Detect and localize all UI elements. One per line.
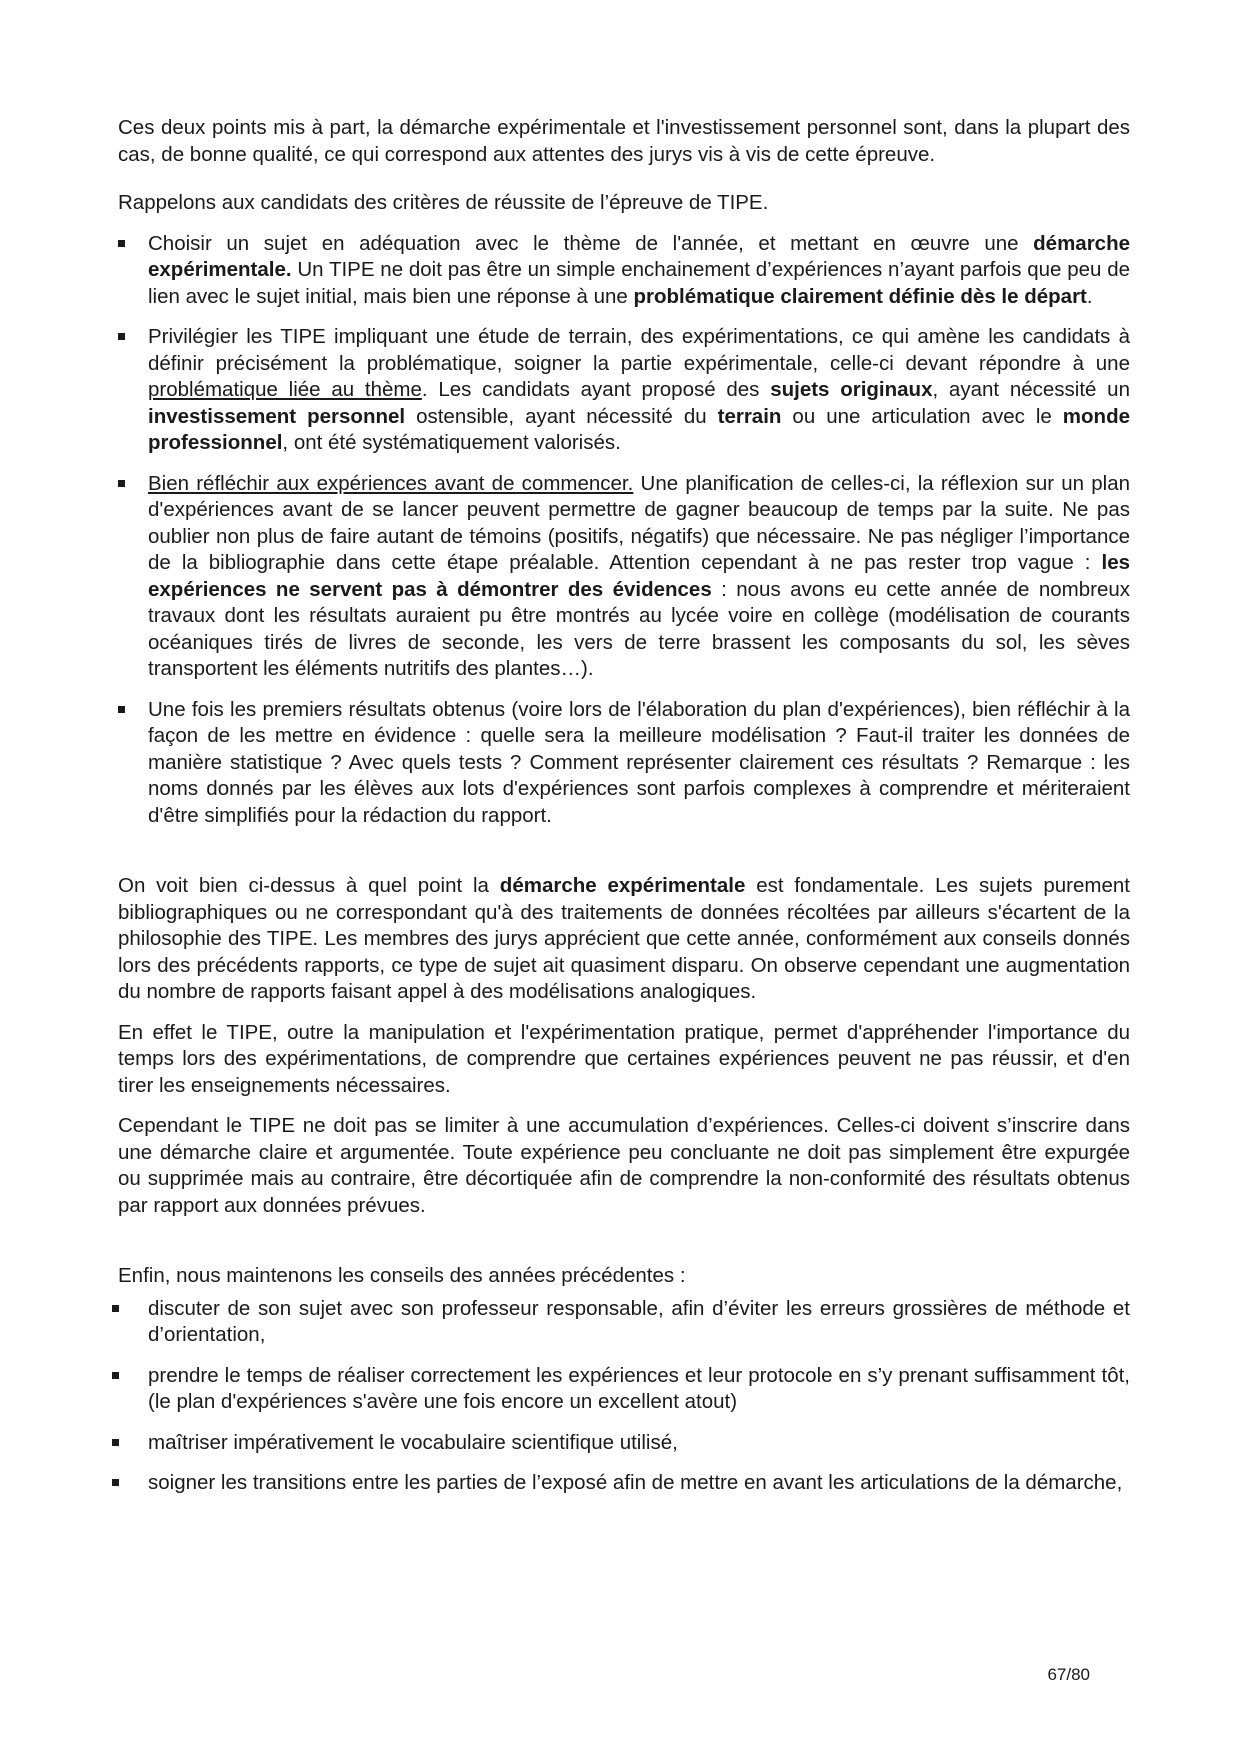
paragraph-criteria-intro: Rappelons aux candidats des critères de réussite de l’épreuve de TIPE. bbox=[118, 191, 769, 214]
paragraph-accumulation: Cependant le TIPE ne doit pas se limiter à une accumulation d’expériences. Celles-ci doivent s’inscrire dans une démarche claire et argumentée. Toute expérience peu concluante ne doit pas simplement être expurgée ou supprimée mais au contraire, être décortiquée afin de comprendre la non-conformité des résultats obtenus par rapport aux données prévues. bbox=[118, 1114, 1130, 1217]
square-bullet-icon bbox=[118, 240, 125, 247]
list-item: maîtriser impérativement le vocabulaire scientifique utilisé, bbox=[118, 1430, 1130, 1457]
square-bullet-icon bbox=[112, 1439, 119, 1446]
paragraph-time-importance: En effet le TIPE, outre la manipulation et l'expérimentation pratique, permet d'appréhender l'importance du temps lors des expérimentations, de comprendre que certaines expériences peuvent ne pas réussir, et d'en tirer les enseignements nécessaires. bbox=[118, 1020, 1130, 1097]
square-bullet-icon bbox=[112, 1305, 119, 1312]
list-item: Une fois les premiers résultats obtenus (voire lors de l'élaboration du plan d'expériences), bien réfléchir à la façon de les mettre en évidence : quelle sera la meilleure modélisation ? Faut-il traiter les données de manière statistique ? Avec quels tests ? Comment représenter clairement ces résultats ? Remarque : les noms donnés par les élèves aux lots d'expériences sont parfois complexes à comprendre et mériteraient d'être simplifiés pour la rédaction du rapport. bbox=[118, 697, 1130, 830]
document-body bbox=[118, 115, 1130, 1497]
list-item: Choisir un sujet en adéquation avec le thème de l'année, et mettant en œuvre une démarche expérimentale. Un TIPE ne doit pas être un simple enchainement d’expériences n’ayant parfois que peu de lien avec le sujet initial, mais bien une réponse à une problématique clairement définie dès le départ. bbox=[118, 231, 1130, 311]
square-bullet-icon bbox=[112, 1372, 119, 1379]
criteria-list bbox=[118, 231, 1130, 830]
square-bullet-icon bbox=[118, 706, 125, 713]
square-bullet-icon bbox=[112, 1479, 119, 1486]
list-item: discuter de son sujet avec son professeur responsable, afin d’éviter les erreurs grossières de méthode et d’orientation, bbox=[118, 1296, 1130, 1349]
page-number: 67/80 bbox=[1047, 1665, 1090, 1684]
paragraph-intro: Ces deux points mis à part, la démarche expérimentale et l'investissement personnel sont, dans la plupart des cas, de bonne qualité, ce qui correspond aux attentes des jurys vis à vis de cette épreuve. bbox=[118, 116, 1130, 166]
list-item: soigner les transitions entre les parties de l’exposé afin de mettre en avant les articulations de la démarche, bbox=[118, 1470, 1130, 1497]
list-item: Privilégier les TIPE impliquant une étude de terrain, des expérimentations, ce qui amène les candidats à définir précisément la problématique, soigner la partie expérimentale, celle-ci devant répondre à une problématique liée au thème. Les candidats ayant proposé des sujets originaux, ayant nécessité un investissement personnel ostensible, ayant nécessité du terrain ou une articulation avec le monde professionnel, ont été systématiquement valorisés. bbox=[118, 324, 1130, 457]
paragraph-advice-intro: Enfin, nous maintenons les conseils des années précédentes : bbox=[118, 1264, 686, 1287]
list-item: prendre le temps de réaliser correctement les expériences et leur protocole en s’y prenant suffisamment tôt, (le plan d'expériences s'avère une fois encore un excellent atout) bbox=[118, 1363, 1130, 1416]
list-item: Bien réfléchir aux expériences avant de commencer. Une planification de celles-ci, la réflexion sur un plan d'expériences avant de se lancer peuvent permettre de gagner beaucoup de temps par la suite. Ne pas oublier non plus de faire autant de témoins (positifs, négatifs) que nécessaire. Ne pas négliger l’importance de la bibliographie dans cette étape préalable. Attention cependant à ne pas rester trop vague : les expériences ne servent pas à démontrer des évidences : nous avons eu cette année de nombreux travaux dont les résultats auraient pu être montrés au lycée voire en collège (modélisation de courants océaniques tirés de livres de seconde, les vers de terre brassent les composants du sol, les sèves transportent les éléments nutritifs des plantes…). bbox=[118, 471, 1130, 683]
advice-list bbox=[118, 1296, 1130, 1497]
square-bullet-icon bbox=[118, 480, 125, 487]
square-bullet-icon bbox=[118, 333, 125, 340]
paragraph-experimental-approach: On voit bien ci-dessus à quel point la démarche expérimentale est fondamentale. Les sujets purement bibliographiques ou ne correspondant qu'à des traitements de données récoltées par ailleurs s'écartent de la philosophie des TIPE. Les membres des jurys apprécient que cette année, conformément aux conseils donnés lors des précédents rapports, ce type de sujet ait quasiment disparu. On observe cependant une augmentation du nombre de rapports faisant appel à des modélisations analogiques. bbox=[118, 874, 1130, 1003]
